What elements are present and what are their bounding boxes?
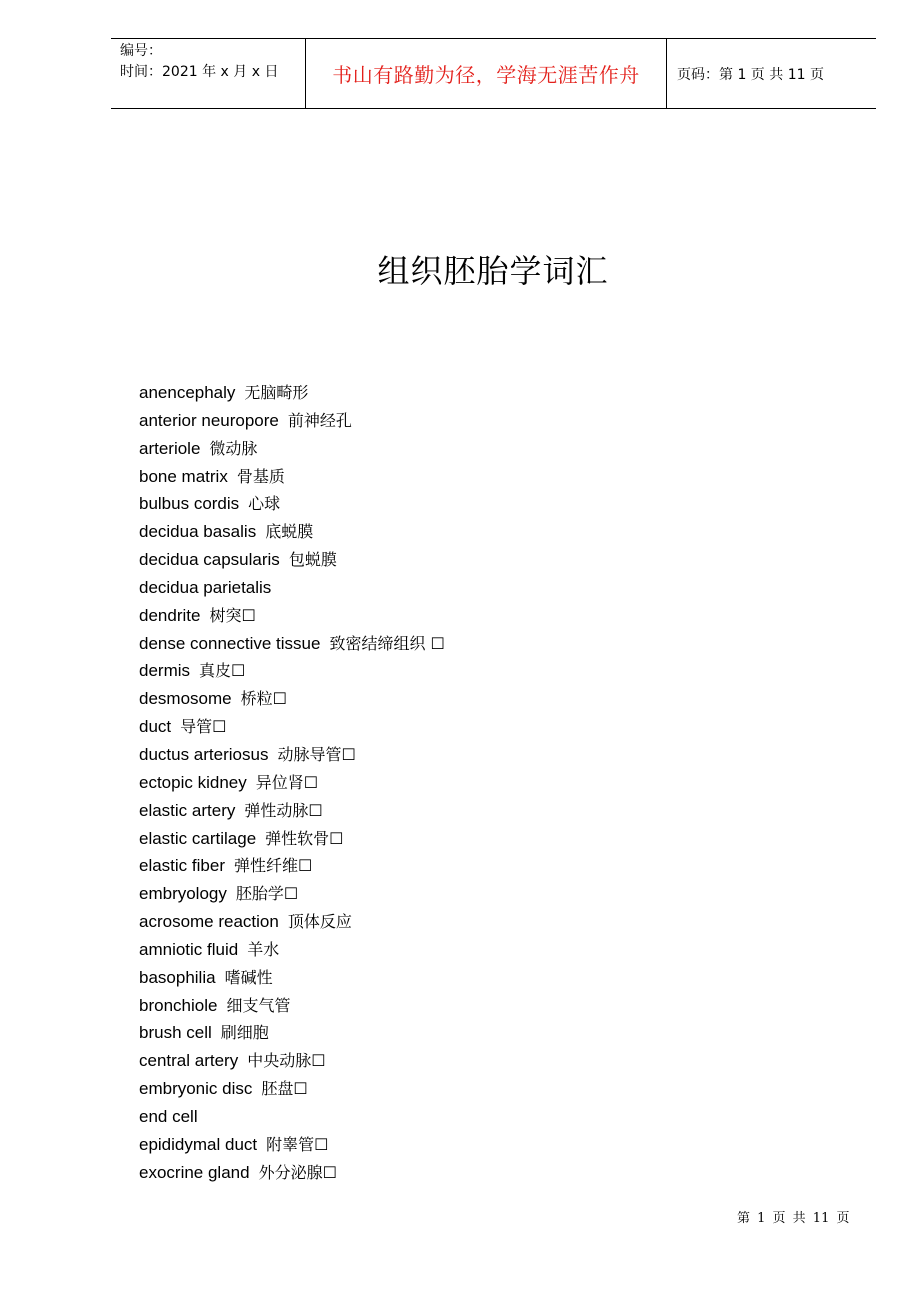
chinese-term: 羊水 (247, 939, 280, 959)
chinese-term: 刷细胞 (220, 1023, 269, 1043)
vocabulary-entry (139, 1159, 445, 1187)
document-title: 组织胚胎学词汇 (377, 252, 609, 290)
vocabulary-entry (139, 741, 445, 769)
time-label: 时间：2021 年 x 月 x 日 (120, 64, 279, 80)
english-term: desmosome (139, 689, 232, 709)
chinese-term: 心球 (248, 494, 281, 514)
english-term: brush cell (139, 1023, 212, 1043)
english-term: acrosome reaction (139, 912, 279, 932)
english-term: central artery (139, 1051, 239, 1071)
english-term: epididymal duct (139, 1134, 258, 1154)
vocabulary-entry (139, 490, 445, 518)
english-term: elastic cartilage (139, 828, 257, 848)
vocabulary-entry (139, 936, 445, 964)
chinese-term: 弹性动脉☐ (244, 800, 323, 820)
english-term: anencephaly (139, 383, 236, 402)
page-footer: 第 1 页 共 11 页 (737, 1211, 850, 1226)
vocabulary-entry (139, 574, 445, 602)
vocabulary-entry (139, 407, 445, 435)
vocabulary-entry (139, 908, 445, 936)
chinese-term: 树突☐ (209, 605, 256, 625)
chinese-term: 致密结缔组织 ☐ (329, 633, 445, 653)
chinese-term: 骨基质 (236, 466, 285, 486)
vocabulary-entry (139, 769, 445, 797)
vocabulary-entry (139, 992, 445, 1020)
number-label: 编号： (120, 43, 162, 59)
chinese-term: 细支气管 (226, 995, 291, 1015)
vocabulary-entry (139, 518, 445, 546)
chinese-term: 附睾管☐ (266, 1134, 329, 1154)
english-term: basophilia (139, 967, 216, 987)
vocabulary-entry (139, 602, 445, 630)
english-term: decidua basalis (139, 522, 257, 542)
english-term: dense connective tissue (139, 633, 321, 653)
vocabulary-entry (139, 657, 445, 685)
vocabulary-entry (139, 685, 445, 713)
english-term: anterior neuropore (139, 410, 279, 430)
chinese-term: 弹性纤维☐ (233, 856, 313, 876)
english-term: bronchiole (139, 995, 218, 1015)
english-term: decidua capsularis (139, 550, 280, 570)
vocabulary-entry (139, 435, 445, 463)
chinese-term: 无脑畸形 (244, 383, 309, 402)
vocabulary-list (139, 379, 445, 1186)
chinese-term: 导管☐ (180, 717, 227, 737)
english-term: ectopic kidney (139, 772, 247, 792)
chinese-term: 桥粒☐ (240, 689, 287, 709)
english-term: elastic fiber (139, 856, 225, 876)
chinese-term: 中央动脉☐ (247, 1051, 326, 1071)
chinese-term: 嗜碱性 (224, 967, 273, 987)
vocabulary-entry (139, 1047, 445, 1075)
vocabulary-entry (139, 880, 445, 908)
english-term: end cell (139, 1106, 198, 1126)
vocabulary-entry (139, 797, 445, 825)
chinese-term: 弹性软骨☐ (265, 828, 344, 848)
vocabulary-entry (139, 463, 445, 491)
header-page-info: 页码：第 1 页 共 11 页 (677, 66, 824, 83)
chinese-term: 胚盘☐ (261, 1079, 308, 1099)
english-term: arteriole (139, 438, 201, 458)
english-term: embryology (139, 884, 227, 904)
vocabulary-entry (139, 546, 445, 574)
english-term: ductus arteriosus (139, 744, 269, 764)
chinese-term: 顶体反应 (287, 912, 352, 932)
chinese-term: 胚胎学☐ (235, 884, 299, 904)
english-term: amniotic fluid (139, 939, 239, 959)
vocabulary-entry (139, 964, 445, 992)
vocabulary-entry (139, 1075, 445, 1103)
chinese-term: 异位肾☐ (255, 772, 319, 792)
chinese-term: 外分泌腺☐ (258, 1162, 337, 1182)
vocabulary-entry (139, 630, 445, 658)
english-term: decidua parietalis (139, 577, 272, 597)
header-motto: 书山有路勤为径，学海无涯苦作舟 (306, 39, 667, 108)
english-term: dendrite (139, 605, 201, 625)
header-meta (111, 39, 306, 108)
vocabulary-entry (139, 852, 445, 880)
english-term: bone matrix (139, 466, 228, 486)
vocabulary-entry (139, 713, 445, 741)
vocabulary-entry (139, 1019, 445, 1047)
english-term: duct (139, 717, 172, 737)
english-term: dermis (139, 661, 191, 681)
chinese-term: 微动脉 (209, 438, 258, 458)
english-term: bulbus cordis (139, 494, 240, 514)
vocabulary-entry (139, 379, 445, 407)
english-term: embryonic disc (139, 1079, 253, 1099)
vocabulary-entry (139, 1131, 445, 1159)
page-header (111, 38, 876, 109)
english-term: exocrine gland (139, 1162, 250, 1182)
chinese-term: 包蜕膜 (288, 550, 337, 570)
english-term: elastic artery (139, 800, 236, 820)
vocabulary-entry (139, 825, 445, 853)
chinese-term: 底蜕膜 (265, 522, 314, 542)
chinese-term: 前神经孔 (287, 410, 352, 430)
vocabulary-entry (139, 1103, 445, 1131)
chinese-term: 动脉导管☐ (277, 744, 356, 764)
chinese-term: 真皮☐ (199, 661, 246, 681)
